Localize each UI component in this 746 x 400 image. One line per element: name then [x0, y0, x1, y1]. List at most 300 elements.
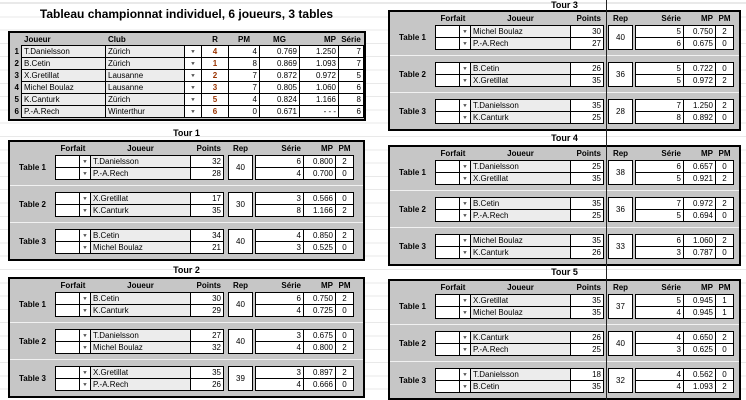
column-header-forfait: Forfait: [440, 149, 466, 158]
points-cell: 28: [190, 167, 224, 180]
dropdown-arrow-icon: ▼: [462, 309, 468, 316]
rep-cell: 38: [608, 160, 633, 185]
player-name-cell: K.Canturk: [470, 331, 571, 344]
table-rows: [435, 294, 734, 319]
dropdown-arrow-icon: ▼: [462, 28, 468, 35]
dropdown-arrow-icon: ▼: [462, 175, 468, 182]
column-header-serie: Série: [661, 14, 681, 23]
serie-cell: 8: [635, 111, 684, 124]
points-cell: 35: [570, 380, 604, 393]
club-cell: Lausanne: [105, 69, 185, 82]
table-rows: [55, 292, 354, 317]
column-header-forfait: Forfait: [60, 281, 86, 290]
column-header-pm: PM: [718, 14, 731, 23]
points-cell: 29: [190, 304, 224, 317]
mp-cell: 0.722: [683, 62, 716, 75]
serie-cell: 3: [635, 246, 684, 259]
column-header-forfait: Forfait: [440, 283, 466, 292]
pm-cell: 1: [715, 294, 734, 307]
forfait-cell: [55, 304, 80, 317]
club-cell: Zürich: [105, 57, 185, 70]
table-rows: [55, 155, 354, 180]
tour-header-row: [390, 147, 739, 160]
dropdown-arrow-icon: ▼: [82, 158, 88, 165]
column-header-rep: Rep: [232, 144, 249, 153]
group-gap: [10, 217, 363, 229]
forfait-cell: [435, 111, 460, 124]
pm-cell: 2: [335, 341, 354, 354]
pm-cell: 2: [715, 25, 734, 38]
pm-cell: 8: [228, 57, 260, 70]
tour-1-title: Tour 1: [173, 128, 200, 138]
table-group: [390, 331, 739, 356]
dropdown-arrow-icon: ▼: [82, 195, 88, 202]
points-cell: 25: [570, 209, 604, 222]
table-rows: [435, 234, 734, 259]
player-row: [435, 246, 734, 259]
player-name-cell: X.Gretillat: [470, 294, 571, 307]
column-header-points: Points: [576, 149, 601, 158]
mp-cell: 1.060: [683, 234, 716, 247]
mp-cell: 0.921: [683, 172, 716, 185]
player-row: [435, 74, 734, 87]
player-name-cell: Michel Boulaz: [470, 306, 571, 319]
r-cell: 2: [201, 69, 229, 82]
points-cell: 35: [570, 197, 604, 210]
table-label: Table 2: [19, 337, 46, 346]
tour-5-title: Tour 5: [551, 267, 578, 277]
pm-cell: 0: [715, 343, 734, 356]
dropdown-arrow-icon: ▼: [82, 232, 88, 239]
mp-cell: 0.945: [683, 294, 716, 307]
row-rank: 3: [14, 71, 19, 80]
tour-1-block: [8, 140, 365, 261]
pm-cell: 2: [335, 155, 354, 168]
table-group: [390, 294, 739, 319]
table-rows: [435, 160, 734, 185]
forfait-cell: [435, 74, 460, 87]
player-name-cell: K.Canturk: [470, 246, 571, 259]
rep-cell: 40: [228, 292, 253, 317]
group-gap: [390, 87, 739, 99]
forfait-cell: [435, 172, 460, 185]
points-cell: 35: [570, 294, 604, 307]
pm-cell: 2: [715, 74, 734, 87]
player-name-cell: T.Danielsson: [470, 99, 571, 112]
table-label: Table 2: [19, 200, 46, 209]
column-header-pm: PM: [338, 281, 351, 290]
standings-row: [10, 105, 364, 118]
dropdown-arrow-icon: ▼: [462, 237, 468, 244]
player-name-cell: X.Gretillat: [90, 366, 191, 379]
table-label: Table 3: [19, 374, 46, 383]
serie-cell: 4: [635, 331, 684, 344]
player-row: [55, 304, 354, 317]
serie-cell: 5: [635, 209, 684, 222]
pm-cell: 7: [228, 69, 260, 82]
pm-cell: 0: [335, 192, 354, 205]
table-label: Table 3: [399, 107, 426, 116]
forfait-cell: [435, 343, 460, 356]
serie-cell: 5: [338, 69, 364, 82]
tour-4-title: Tour 4: [551, 133, 578, 143]
mp-cell: 0.787: [683, 246, 716, 259]
dropdown-arrow-icon: ▼: [462, 114, 468, 121]
club-cell: Zürich: [105, 93, 185, 106]
serie-cell: 7: [338, 45, 364, 58]
points-cell: 35: [570, 306, 604, 319]
table-label: Table 3: [19, 237, 46, 246]
pm-cell: 0: [715, 37, 734, 50]
serie-cell: 3: [255, 192, 304, 205]
column-header-rep: Rep: [612, 149, 629, 158]
mp-cell: 0.566: [303, 192, 336, 205]
points-cell: 35: [570, 234, 604, 247]
r-cell: 1: [201, 57, 229, 70]
page-title: Tableau championnat individuel, 6 joueurs, 3 tables: [39, 7, 334, 21]
player-name-cell: P.-A.Rech: [90, 378, 191, 391]
dropdown-arrow-icon: ▼: [190, 48, 196, 55]
r-cell: 4: [201, 45, 229, 58]
dropdown-arrow-icon: ▼: [190, 60, 196, 67]
forfait-cell: [55, 167, 80, 180]
column-header-serie: Série: [341, 35, 361, 44]
player-name-cell: T.Danielsson: [90, 155, 191, 168]
mp-cell: 0.972: [299, 69, 339, 82]
mp-cell: 0.750: [683, 25, 716, 38]
mp-cell: 0.945: [683, 306, 716, 319]
column-header-serie: Série: [661, 149, 681, 158]
mp-cell: - - -: [299, 105, 339, 118]
column-header-mp: MP: [701, 149, 713, 158]
mg-cell: 0.869: [259, 57, 300, 70]
rep-cell: 36: [608, 62, 633, 87]
player-name-cell: K.Canturk: [21, 93, 106, 106]
column-header-pm: PM: [338, 144, 351, 153]
dropdown-arrow-icon: ▼: [82, 207, 88, 214]
mp-cell: 0.650: [683, 331, 716, 344]
table-label: Table 3: [399, 242, 426, 251]
tour-header-row: [10, 142, 363, 155]
column-header-joueur: Joueur: [507, 149, 534, 158]
dropdown-arrow-icon: ▼: [462, 297, 468, 304]
serie-cell: 4: [635, 380, 684, 393]
dropdown-arrow-icon: ▼: [190, 84, 196, 91]
points-cell: 21: [190, 241, 224, 254]
player-name-cell: X.Gretillat: [21, 69, 106, 82]
mp-cell: 0.750: [303, 292, 336, 305]
table-label: Table 2: [399, 339, 426, 348]
column-header-joueur: Joueur: [24, 35, 51, 44]
row-rank: 1: [14, 47, 19, 56]
tour-3-block: [388, 10, 741, 131]
serie-cell: 4: [635, 306, 684, 319]
serie-cell: 6: [635, 160, 684, 173]
dropdown-arrow-icon: ▼: [82, 344, 88, 351]
pm-cell: 1: [715, 306, 734, 319]
r-cell: 5: [201, 93, 229, 106]
player-name-cell: X.Gretillat: [470, 172, 571, 185]
club-dropdown[interactable]: [184, 105, 202, 118]
player-name-cell: K.Canturk: [90, 204, 191, 217]
pm-cell: 0: [715, 368, 734, 381]
dropdown-arrow-icon: ▼: [462, 77, 468, 84]
player-name-cell: Michel Boulaz: [21, 81, 106, 94]
table-group: [10, 229, 363, 254]
table-rows: [55, 329, 354, 354]
tour-2-block: [8, 277, 365, 398]
points-cell: 17: [190, 192, 224, 205]
serie-cell: 6: [255, 155, 304, 168]
table-group: [10, 329, 363, 354]
dropdown-arrow-icon: ▼: [462, 163, 468, 170]
table-group: [390, 62, 739, 87]
serie-cell: 6: [635, 37, 684, 50]
mp-cell: 0.800: [303, 341, 336, 354]
points-cell: 27: [190, 329, 224, 342]
player-name-cell: X.Gretillat: [90, 192, 191, 205]
mp-cell: 0.694: [683, 209, 716, 222]
mp-cell: 0.675: [683, 37, 716, 50]
pm-cell: 2: [335, 204, 354, 217]
pm-cell: 4: [228, 45, 260, 58]
dropdown-arrow-icon: ▼: [462, 65, 468, 72]
column-header-pm: PM: [718, 149, 731, 158]
row-rank: 5: [14, 95, 19, 104]
table-group: [10, 155, 363, 180]
rep-cell: 40: [608, 331, 633, 356]
dropdown-arrow-icon: ▼: [462, 40, 468, 47]
column-header-points: Points: [196, 144, 221, 153]
points-cell: 26: [190, 378, 224, 391]
points-cell: 26: [570, 62, 604, 75]
rep-cell: 39: [228, 366, 253, 391]
player-name-cell: B.Cetin: [470, 380, 571, 393]
group-gap: [390, 50, 739, 62]
mg-cell: 0.671: [259, 105, 300, 118]
player-name-cell: T.Danielsson: [21, 45, 106, 58]
mp-cell: 0.972: [683, 74, 716, 87]
dropdown-arrow-icon: ▼: [462, 249, 468, 256]
player-name-cell: B.Cetin: [90, 292, 191, 305]
dropdown-arrow-icon: ▼: [190, 108, 196, 115]
points-cell: 35: [190, 366, 224, 379]
dropdown-arrow-icon: ▼: [462, 371, 468, 378]
forfait-cell: [435, 37, 460, 50]
table-label: Table 2: [399, 70, 426, 79]
player-row: [55, 167, 354, 180]
column-header-points: Points: [196, 281, 221, 290]
column-header-mp: MP: [701, 14, 713, 23]
serie-cell: 6: [635, 234, 684, 247]
table-rows: [435, 368, 734, 393]
table-rows: [55, 366, 354, 391]
player-name-cell: Michel Boulaz: [470, 25, 571, 38]
column-header-serie: Série: [281, 144, 301, 153]
dropdown-arrow-icon: ▼: [462, 212, 468, 219]
pm-cell: 0: [715, 62, 734, 75]
player-name-cell: P.-A.Rech: [21, 105, 106, 118]
column-header-joueur: Joueur: [507, 283, 534, 292]
pm-cell: 0: [715, 111, 734, 124]
pm-cell: 0: [335, 241, 354, 254]
table-group: [10, 292, 363, 317]
pm-cell: 0: [335, 304, 354, 317]
mp-cell: 0.625: [683, 343, 716, 356]
player-name-cell: P.-A.Rech: [90, 167, 191, 180]
rep-cell: 33: [608, 234, 633, 259]
dropdown-arrow-icon: ▼: [82, 295, 88, 302]
pm-cell: 2: [715, 331, 734, 344]
table-rows: [55, 192, 354, 217]
points-cell: 25: [570, 343, 604, 356]
dropdown-arrow-icon: ▼: [190, 72, 196, 79]
player-name-cell: P.-A.Rech: [470, 37, 571, 50]
serie-cell: 5: [635, 74, 684, 87]
player-name-cell: T.Danielsson: [470, 368, 571, 381]
table-group: [390, 25, 739, 50]
column-header-mp: MP: [324, 35, 336, 44]
player-name-cell: Michel Boulaz: [470, 234, 571, 247]
table-group: [390, 197, 739, 222]
mp-cell: 1.250: [683, 99, 716, 112]
pm-cell: 2: [715, 99, 734, 112]
mp-cell: 1.093: [683, 380, 716, 393]
dropdown-arrow-icon: ▼: [82, 244, 88, 251]
dropdown-arrow-icon: ▼: [190, 96, 196, 103]
club-cell: Winterthur: [105, 105, 185, 118]
pm-cell: 2: [715, 172, 734, 185]
table-group: [390, 160, 739, 185]
mp-cell: 0.850: [303, 229, 336, 242]
player-row: [55, 341, 354, 354]
pm-cell: 0: [335, 378, 354, 391]
dropdown-arrow-icon: ▼: [462, 200, 468, 207]
serie-cell: 7: [635, 99, 684, 112]
mp-cell: 0.725: [303, 304, 336, 317]
group-gap: [390, 356, 739, 368]
pm-cell: 0: [715, 160, 734, 173]
pm-cell: 0: [228, 105, 260, 118]
forfait-cell: [55, 341, 80, 354]
tour-header-row: [10, 279, 363, 292]
dropdown-arrow-icon: ▼: [82, 369, 88, 376]
mp-cell: 1.060: [299, 81, 339, 94]
player-row: [55, 378, 354, 391]
dropdown-arrow-icon: ▼: [462, 334, 468, 341]
dropdown-arrow-icon: ▼: [462, 383, 468, 390]
dropdown-arrow-icon: ▼: [82, 170, 88, 177]
player-name-cell: T.Danielsson: [470, 160, 571, 173]
column-header-mp: MP: [701, 283, 713, 292]
player-row: [435, 111, 734, 124]
serie-cell: 6: [338, 81, 364, 94]
mp-cell: 0.666: [303, 378, 336, 391]
column-header-points: Points: [576, 14, 601, 23]
player-name-cell: P.-A.Rech: [470, 343, 571, 356]
player-row: [55, 241, 354, 254]
group-gap: [10, 180, 363, 192]
column-header-rep: Rep: [612, 14, 629, 23]
rep-cell: 30: [228, 192, 253, 217]
mg-cell: 0.824: [259, 93, 300, 106]
pm-cell: 2: [715, 380, 734, 393]
column-header-rep: Rep: [232, 281, 249, 290]
pm-cell: 0: [715, 246, 734, 259]
tour-5-block: [388, 279, 741, 400]
player-name-cell: K.Canturk: [90, 304, 191, 317]
dropdown-arrow-icon: ▼: [82, 381, 88, 388]
mp-cell: 0.972: [683, 197, 716, 210]
column-header-r: R: [212, 35, 218, 44]
mg-cell: 0.769: [259, 45, 300, 58]
serie-cell: 4: [255, 229, 304, 242]
forfait-cell: [435, 246, 460, 259]
rep-cell: 32: [608, 368, 633, 393]
table-label: Table 1: [399, 168, 426, 177]
player-name-cell: T.Danielsson: [90, 329, 191, 342]
table-label: Table 1: [19, 300, 46, 309]
column-header-serie: Série: [281, 281, 301, 290]
mg-cell: 0.872: [259, 69, 300, 82]
pm-cell: 0: [335, 329, 354, 342]
serie-cell: 4: [255, 378, 304, 391]
dropdown-arrow-icon: ▼: [82, 332, 88, 339]
mp-cell: 0.800: [303, 155, 336, 168]
player-row: [435, 37, 734, 50]
tour-2-title: Tour 2: [173, 265, 200, 275]
player-name-cell: B.Cetin: [90, 229, 191, 242]
serie-cell: 5: [635, 62, 684, 75]
mp-cell: 0.675: [303, 329, 336, 342]
pm-cell: 2: [335, 366, 354, 379]
player-row: [435, 343, 734, 356]
player-name-cell: P.-A.Rech: [470, 209, 571, 222]
player-name-cell: B.Cetin: [21, 57, 106, 70]
column-header-mp: MP: [321, 281, 333, 290]
rep-cell: 40: [608, 25, 633, 50]
serie-cell: 3: [255, 366, 304, 379]
serie-cell: 5: [635, 25, 684, 38]
rep-cell: 40: [228, 329, 253, 354]
forfait-cell: [55, 204, 80, 217]
mp-cell: 0.525: [303, 241, 336, 254]
table-group: [390, 234, 739, 259]
group-gap: [10, 354, 363, 366]
serie-cell: 5: [635, 172, 684, 185]
pm-cell: 0: [335, 167, 354, 180]
row-rank: 4: [14, 83, 19, 92]
row-rank: 6: [14, 107, 19, 116]
rep-cell: 40: [228, 155, 253, 180]
player-name-cell: X.Gretillat: [470, 74, 571, 87]
table-label: Table 1: [399, 33, 426, 42]
mp-cell: 0.562: [683, 368, 716, 381]
group-gap: [390, 319, 739, 331]
serie-cell: 6: [255, 292, 304, 305]
column-header-mg: MG: [273, 35, 286, 44]
player-name-cell: Michel Boulaz: [90, 241, 191, 254]
points-cell: 26: [570, 331, 604, 344]
column-header-forfait: Forfait: [60, 144, 86, 153]
points-cell: 35: [570, 99, 604, 112]
points-cell: 25: [570, 160, 604, 173]
serie-cell: 7: [338, 57, 364, 70]
player-name-cell: B.Cetin: [470, 197, 571, 210]
tour-4-block: [388, 145, 741, 266]
standings-table: [8, 31, 366, 121]
points-cell: 35: [570, 172, 604, 185]
